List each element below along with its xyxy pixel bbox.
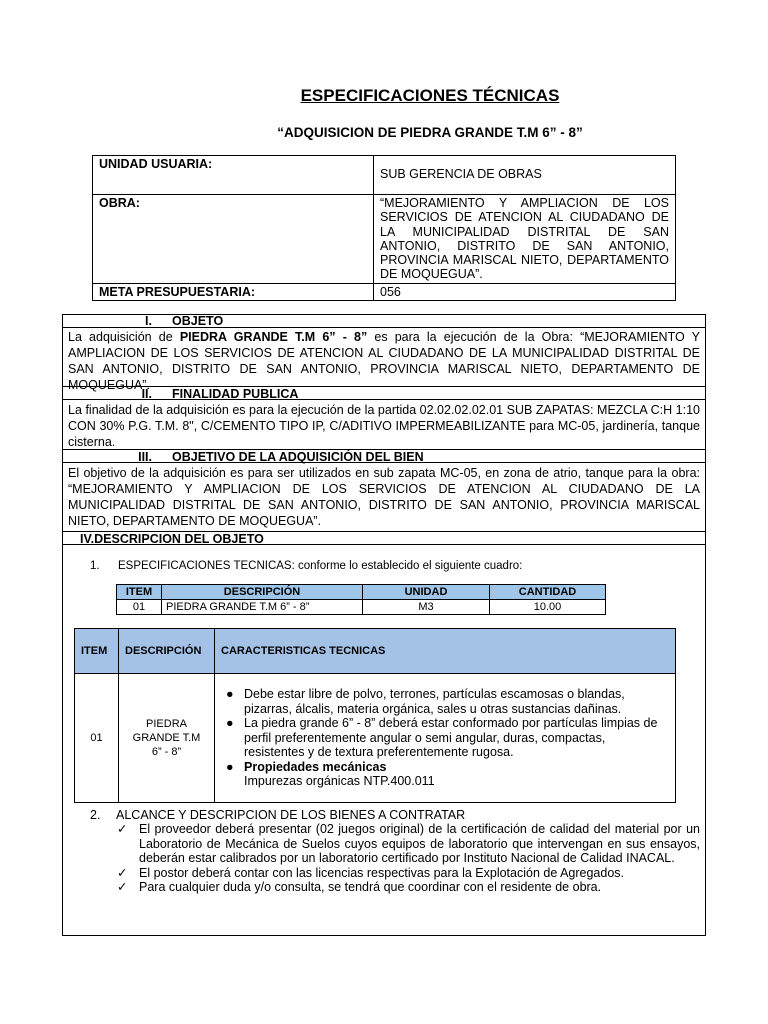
quantity-table [116,584,606,615]
feature-text: Impurezas orgánicas NTP.400.011 [244,774,435,789]
section-descripcion-header [62,531,706,545]
feature-title: Propiedades mecánicas [244,759,387,774]
header-label: META PRESUPUESTARIA: [93,283,374,300]
list-number: 1. [90,560,100,572]
alcance-text: Para cualquier duda y/o consulta, se tendrá que coordinar con el residente de obra. [139,880,602,894]
column-header: DESCRIPCIÓN [162,585,363,600]
checkmark-icon: ✓ [117,880,128,894]
alcance-section [90,808,700,895]
section-title: IV.DESCRIPCION DEL OBJETO [80,532,264,546]
checkmark-icon: ✓ [117,865,128,880]
section-number: II. [141,387,152,401]
alcance-list [90,822,700,895]
table-cell: PIEDRA GRANDE T.M 6” - 8” [162,600,363,615]
table-cell-features [215,674,676,803]
alcance-title: ALCANCE Y DESCRIPCION DE LOS BIENES A CONTRATAR [116,808,466,822]
column-header: ITEM [75,629,119,674]
table-cell: 10.00 [490,600,606,615]
spec-list-item [90,560,522,572]
bullet-icon: ● [226,759,234,774]
header-row-obra [93,195,676,284]
section-title: FINALIDAD PUBLICA [172,387,299,401]
bullet-icon: ● [226,716,234,731]
table-cell: M3 [363,600,490,615]
header-label: OBRA: [93,195,374,284]
checkmark-icon: ✓ [117,822,128,836]
objeto-text-pre: La adquisición de [68,330,180,344]
objeto-text-bold: PIEDRA GRANDE T.M 6” - 8” [179,330,368,344]
list-item [117,865,700,881]
header-row-meta [93,283,676,300]
table-row [75,674,676,803]
document-subtitle: “ADQUISICION DE PIEDRA GRANDE T.M 6” - 8” [277,125,583,140]
column-header: DESCRIPCIÓN [119,629,215,674]
header-table [92,155,676,301]
feature-text: Debe estar libre de polvo, terrones, partículas escamosas o blandas, pizarras, álcalis, materia orgánica, sales u otras sustancias dañinas. [244,687,625,716]
table-header-row [75,629,676,674]
document-title: ESPECIFICACIONES TÉCNICAS [300,86,560,105]
objeto-text-post: es para la ejecución de la Obra: “MEJORAMIENTO Y AMPLIACION DE LOS SERVICIOS DE ATENCION AL CIUDADANO DE LA MUNICIPALIDAD DISTRITAL DE SAN ANTONIO, DISTRITO DE SAN ANTONIO, PROVINCIA MARISCAL NIETO, DEPARTAMENTO DE MOQUEGUA”. [68,330,700,392]
section-objeto-header [62,314,706,328]
list-item [117,880,700,895]
column-header: CANTIDAD [490,585,606,600]
alcance-text: El postor deberá contar con las licencias respectivas para la Explotación de Agregados. [139,865,625,880]
feature-list [216,687,674,789]
column-header: ITEM [117,585,162,600]
alcance-text: El proveedor deberá presentar (02 juegos original) de la certificación de calidad del material por un Laboratorio de Mecánica de Suelos cuyos equipos de laboratorio que intervengan en sus ensayos, deberán estar calibrados por un laboratorio certificado por Instituto Nacional de Calidad INACAL. [139,822,700,865]
table-row [117,600,606,615]
list-item [226,759,664,789]
section-finalidad-header [62,386,706,400]
spec-item-text: ESPECIFICACIONES TECNICAS: conforme lo establecido el siguiente cuadro: [118,560,523,572]
characteristics-table [74,628,676,803]
section-objetivo-header [62,449,706,463]
column-header: UNIDAD [363,585,490,600]
header-row-unidad [93,156,676,195]
list-number: 2. [90,808,101,822]
section-objeto-body [62,328,706,394]
table-cell-item: 01 [75,674,119,803]
header-value: SUB GERENCIA DE OBRAS [374,156,676,195]
list-item [226,687,664,716]
list-item [117,822,700,866]
section-title: OBJETO [172,314,224,328]
bullet-icon: ● [226,687,234,702]
section-number: III. [138,450,152,464]
section-number: I. [145,314,152,328]
header-label: UNIDAD USUARIA: [93,156,374,195]
section-objetivo-body: El objetivo de la adquisición es para ser utilizados en sub zapata MC-05, en zona de atrio, tanque para la obra: “MEJORAMIENTO Y AMPLIACION DE LOS SERVICIOS DE ATENCION AL CIUDADANO DE LA MUNICIPALIDAD DISTRITAL DE SAN ANTONIO, DISTRITO DE SAN ANTONIO, PROVINCIA MARISCAL NIETO, DEPARTAMENTO DE MOQUEGUA”. [68,466,700,528]
table-cell: 01 [117,600,162,615]
table-cell-description: PIEDRA GRANDE T.M 6” - 8” [119,674,215,803]
header-value: 056 [374,283,676,300]
list-item [226,716,664,760]
header-value: “MEJORAMIENTO Y AMPLIACION DE LOS SERVICIOS DE ATENCION AL CIUDADANO DE LA MUNICIPALIDAD DISTRITAL DE SAN ANTONIO, DISTRITO DE SAN ANTONIO, PROVINCIA MARISCAL NIETO, DEPARTAMENTO DE MOQUEGUA”. [374,195,676,284]
table-header-row [117,585,606,600]
section-title: OBJETIVO DE LA ADQUISICIÓN DEL BIEN [172,450,424,464]
column-header: CARACTERISTICAS TECNICAS [215,629,676,674]
section-finalidad-body: La finalidad de la adquisición es para la ejecución de la partida 02.02.02.02.01 SUB ZAPATAS: MEZCLA C:H 1:10 CON 30% P.G. T.M. 8", C/CEMENTO TIPO IP, C/ADITIVO IMPERMEABILIZANTE para MC-05, jardinería, tanque cisterna. [68,403,700,449]
feature-text: La piedra grande 6” - 8” deberá estar conformado por partículas limpias de perfil preferentemente angular o semi angular, duras, compactas, resistentes y de textura preferentemente rugosa. [244,716,658,760]
alcance-header [90,808,700,822]
